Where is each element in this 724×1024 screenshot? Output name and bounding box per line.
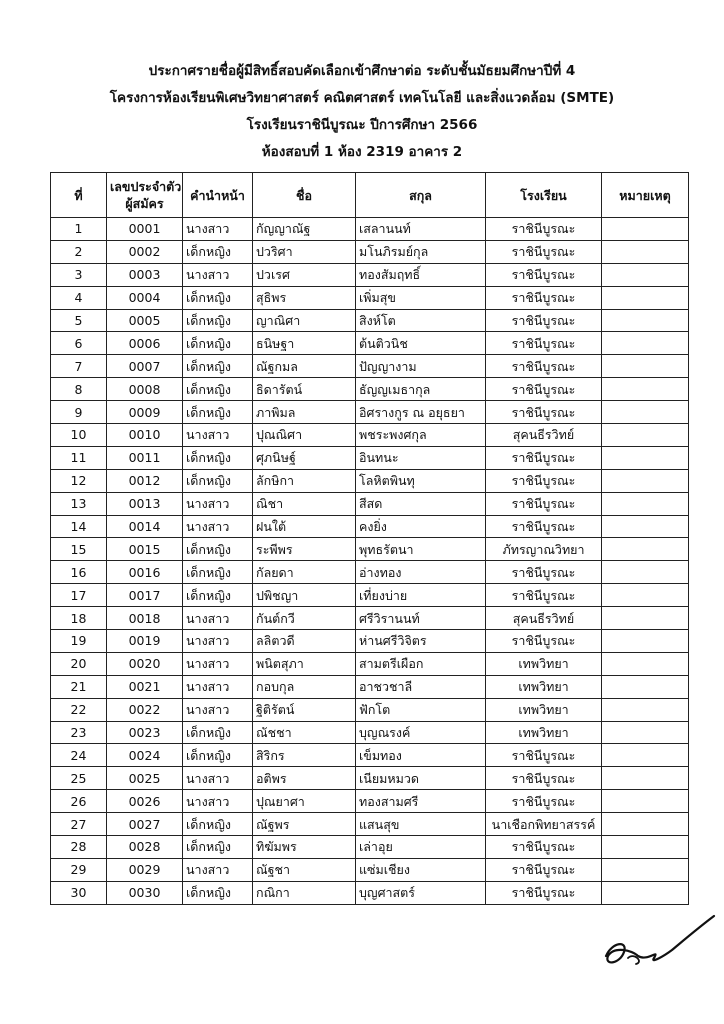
cell-last-name: แสนสุข bbox=[356, 813, 486, 836]
cell-remark bbox=[602, 630, 689, 653]
cell-applicant-id: 0003 bbox=[107, 263, 183, 286]
cell-no: 20 bbox=[51, 652, 107, 675]
table-row bbox=[51, 584, 689, 607]
col-header-title: คำนำหน้า bbox=[183, 173, 253, 218]
cell-last-name: สิงห์โต bbox=[356, 309, 486, 332]
cell-last-name: ทองสัมฤทธิ์ bbox=[356, 263, 486, 286]
table-row bbox=[51, 767, 689, 790]
cell-first-name: ฝนใต้ bbox=[253, 515, 356, 538]
cell-title: เด็กหญิง bbox=[183, 584, 253, 607]
cell-applicant-id: 0027 bbox=[107, 813, 183, 836]
cell-remark bbox=[602, 309, 689, 332]
table-row bbox=[51, 813, 689, 836]
cell-first-name: สุธิพร bbox=[253, 286, 356, 309]
table-row bbox=[51, 630, 689, 653]
cell-school: ราชินีบูรณะ bbox=[486, 401, 602, 424]
cell-remark bbox=[602, 378, 689, 401]
cell-applicant-id: 0025 bbox=[107, 767, 183, 790]
cell-title: นางสาว bbox=[183, 652, 253, 675]
cell-last-name: อ่างทอง bbox=[356, 561, 486, 584]
cell-title: เด็กหญิง bbox=[183, 286, 253, 309]
cell-remark bbox=[602, 469, 689, 492]
cell-first-name: ฐิติรัตน์ bbox=[253, 698, 356, 721]
cell-no: 30 bbox=[51, 881, 107, 904]
cell-last-name: อิศรางกูร ณ อยุธยา bbox=[356, 401, 486, 424]
cell-last-name: ธัญญเมธากุล bbox=[356, 378, 486, 401]
cell-remark bbox=[602, 836, 689, 859]
cell-title: เด็กหญิง bbox=[183, 378, 253, 401]
cell-applicant-id: 0011 bbox=[107, 446, 183, 469]
cell-first-name: ปพิชญา bbox=[253, 584, 356, 607]
cell-no: 19 bbox=[51, 630, 107, 653]
cell-first-name: ภาพิมล bbox=[253, 401, 356, 424]
cell-title: นางสาว bbox=[183, 492, 253, 515]
cell-last-name: พุทธรัตนา bbox=[356, 538, 486, 561]
table-row bbox=[51, 218, 689, 241]
cell-title: นางสาว bbox=[183, 790, 253, 813]
cell-applicant-id: 0018 bbox=[107, 607, 183, 630]
cell-last-name: สีสด bbox=[356, 492, 486, 515]
cell-no: 16 bbox=[51, 561, 107, 584]
cell-applicant-id: 0021 bbox=[107, 675, 183, 698]
cell-title: นางสาว bbox=[183, 515, 253, 538]
cell-last-name: ทองสามศรี bbox=[356, 790, 486, 813]
cell-first-name: ลักษิกา bbox=[253, 469, 356, 492]
col-header-last-name: สกุล bbox=[356, 173, 486, 218]
cell-remark bbox=[602, 515, 689, 538]
cell-applicant-id: 0020 bbox=[107, 652, 183, 675]
cell-no: 22 bbox=[51, 698, 107, 721]
cell-school: เทพวิทยา bbox=[486, 652, 602, 675]
cell-remark bbox=[602, 240, 689, 263]
col-header-no: ที่ bbox=[51, 173, 107, 218]
table-row bbox=[51, 515, 689, 538]
cell-remark bbox=[602, 286, 689, 309]
table-header-row bbox=[51, 173, 689, 218]
cell-title: นางสาว bbox=[183, 675, 253, 698]
cell-title: เด็กหญิง bbox=[183, 469, 253, 492]
cell-no: 18 bbox=[51, 607, 107, 630]
cell-school: ราชินีบูรณะ bbox=[486, 309, 602, 332]
cell-first-name: กันต์กวี bbox=[253, 607, 356, 630]
cell-remark bbox=[602, 790, 689, 813]
cell-last-name: ห่านศรีวิจิตร bbox=[356, 630, 486, 653]
table-row bbox=[51, 469, 689, 492]
cell-title: เด็กหญิง bbox=[183, 538, 253, 561]
table-row bbox=[51, 675, 689, 698]
table-row bbox=[51, 721, 689, 744]
table-row bbox=[51, 240, 689, 263]
cell-remark bbox=[602, 446, 689, 469]
col-header-applicant-id-line1: เลขประจำตัว bbox=[110, 179, 182, 194]
cell-no: 25 bbox=[51, 767, 107, 790]
cell-no: 9 bbox=[51, 401, 107, 424]
table-row bbox=[51, 836, 689, 859]
cell-school: สุคนธีรวิทย์ bbox=[486, 424, 602, 447]
cell-no: 11 bbox=[51, 446, 107, 469]
cell-no: 14 bbox=[51, 515, 107, 538]
cell-title: เด็กหญิง bbox=[183, 813, 253, 836]
cell-first-name: ลลิตวดี bbox=[253, 630, 356, 653]
program-name: โครงการห้องเรียนพิเศษวิทยาศาสตร์ คณิตศาสตร์ เทคโนโลยี และสิ่งแวดล้อม (SMTE) bbox=[109, 90, 615, 106]
cell-applicant-id: 0030 bbox=[107, 881, 183, 904]
table-body bbox=[51, 218, 689, 905]
cell-first-name: ธิดารัตน์ bbox=[253, 378, 356, 401]
cell-first-name: ญาณิศา bbox=[253, 309, 356, 332]
cell-no: 27 bbox=[51, 813, 107, 836]
school-and-year: โรงเรียนราชินีบูรณะ ปีการศึกษา 2566 bbox=[246, 117, 478, 133]
cell-no: 28 bbox=[51, 836, 107, 859]
cell-title: เด็กหญิง bbox=[183, 744, 253, 767]
cell-last-name: ต้นติวนิช bbox=[356, 332, 486, 355]
cell-school: ราชินีบูรณะ bbox=[486, 240, 602, 263]
cell-school: นาเชือกพิทยาสรรค์ bbox=[486, 813, 602, 836]
cell-last-name: บุญศาสตร์ bbox=[356, 881, 486, 904]
cell-no: 3 bbox=[51, 263, 107, 286]
table-row bbox=[51, 332, 689, 355]
cell-first-name: ณัฐชา bbox=[253, 858, 356, 881]
cell-title: เด็กหญิง bbox=[183, 332, 253, 355]
cell-last-name: อาชวชาลี bbox=[356, 675, 486, 698]
cell-school: ราชินีบูรณะ bbox=[486, 790, 602, 813]
cell-school: ราชินีบูรณะ bbox=[486, 767, 602, 790]
announcement-header bbox=[0, 58, 724, 166]
cell-applicant-id: 0015 bbox=[107, 538, 183, 561]
cell-last-name: ฟักโต bbox=[356, 698, 486, 721]
cell-first-name: กัญญาณัฐ bbox=[253, 218, 356, 241]
cell-last-name: เสลานนท์ bbox=[356, 218, 486, 241]
cell-last-name: ศรีวิรานนท์ bbox=[356, 607, 486, 630]
table-row bbox=[51, 561, 689, 584]
cell-no: 10 bbox=[51, 424, 107, 447]
col-header-first-name: ชื่อ bbox=[253, 173, 356, 218]
table-row bbox=[51, 309, 689, 332]
cell-title: นางสาว bbox=[183, 858, 253, 881]
cell-first-name: กัลยดา bbox=[253, 561, 356, 584]
cell-no: 24 bbox=[51, 744, 107, 767]
cell-title: นางสาว bbox=[183, 698, 253, 721]
cell-remark bbox=[602, 607, 689, 630]
table-row bbox=[51, 652, 689, 675]
cell-applicant-id: 0019 bbox=[107, 630, 183, 653]
cell-applicant-id: 0028 bbox=[107, 836, 183, 859]
col-header-remark: หมายเหตุ bbox=[602, 173, 689, 218]
cell-applicant-id: 0022 bbox=[107, 698, 183, 721]
cell-last-name: บุญณรงค์ bbox=[356, 721, 486, 744]
cell-applicant-id: 0024 bbox=[107, 744, 183, 767]
cell-school: ราชินีบูรณะ bbox=[486, 744, 602, 767]
cell-first-name: ปุณยาศา bbox=[253, 790, 356, 813]
cell-no: 7 bbox=[51, 355, 107, 378]
cell-title: เด็กหญิง bbox=[183, 309, 253, 332]
cell-first-name: ปวเรศ bbox=[253, 263, 356, 286]
signature bbox=[598, 912, 718, 972]
cell-school: เทพวิทยา bbox=[486, 721, 602, 744]
cell-school: เทพวิทยา bbox=[486, 675, 602, 698]
cell-no: 6 bbox=[51, 332, 107, 355]
cell-no: 2 bbox=[51, 240, 107, 263]
col-header-school: โรงเรียน bbox=[486, 173, 602, 218]
table-row bbox=[51, 286, 689, 309]
cell-applicant-id: 0016 bbox=[107, 561, 183, 584]
cell-last-name: เล่าอุย bbox=[356, 836, 486, 859]
cell-first-name: ปวริศา bbox=[253, 240, 356, 263]
table-row bbox=[51, 263, 689, 286]
cell-applicant-id: 0026 bbox=[107, 790, 183, 813]
cell-no: 13 bbox=[51, 492, 107, 515]
cell-remark bbox=[602, 218, 689, 241]
table-row bbox=[51, 858, 689, 881]
cell-first-name: ระพีพร bbox=[253, 538, 356, 561]
cell-school: สุคนธีรวิทย์ bbox=[486, 607, 602, 630]
cell-applicant-id: 0006 bbox=[107, 332, 183, 355]
cell-school: ราชินีบูรณะ bbox=[486, 355, 602, 378]
cell-last-name: เข็มทอง bbox=[356, 744, 486, 767]
exam-room: ห้องสอบที่ 1 ห้อง 2319 อาคาร 2 bbox=[261, 144, 463, 160]
cell-remark bbox=[602, 858, 689, 881]
cell-applicant-id: 0010 bbox=[107, 424, 183, 447]
table-row bbox=[51, 607, 689, 630]
cell-no: 26 bbox=[51, 790, 107, 813]
cell-first-name: ณัชชา bbox=[253, 721, 356, 744]
cell-applicant-id: 0001 bbox=[107, 218, 183, 241]
cell-last-name: เพิ่มสุข bbox=[356, 286, 486, 309]
announcement-title: ประกาศรายชื่อผู้มีสิทธิ์สอบคัดเลือกเข้าศึกษาต่อ ระดับชั้นมัธยมศึกษาปีที่ 4 bbox=[148, 63, 576, 79]
cell-remark bbox=[602, 767, 689, 790]
cell-school: ราชินีบูรณะ bbox=[486, 218, 602, 241]
cell-title: เด็กหญิง bbox=[183, 401, 253, 424]
cell-last-name: เที่ยงบ่าย bbox=[356, 584, 486, 607]
table-row bbox=[51, 538, 689, 561]
cell-no: 23 bbox=[51, 721, 107, 744]
cell-remark bbox=[602, 332, 689, 355]
cell-school: ราชินีบูรณะ bbox=[486, 263, 602, 286]
cell-applicant-id: 0023 bbox=[107, 721, 183, 744]
cell-remark bbox=[602, 698, 689, 721]
cell-school: ราชินีบูรณะ bbox=[486, 492, 602, 515]
cell-applicant-id: 0004 bbox=[107, 286, 183, 309]
cell-last-name: มโนภิรมย์กุล bbox=[356, 240, 486, 263]
cell-last-name: เนียมหมวด bbox=[356, 767, 486, 790]
cell-title: นางสาว bbox=[183, 218, 253, 241]
cell-applicant-id: 0009 bbox=[107, 401, 183, 424]
cell-first-name: กอบกุล bbox=[253, 675, 356, 698]
cell-last-name: อินทนะ bbox=[356, 446, 486, 469]
cell-applicant-id: 0008 bbox=[107, 378, 183, 401]
cell-remark bbox=[602, 538, 689, 561]
cell-title: เด็กหญิง bbox=[183, 721, 253, 744]
cell-no: 12 bbox=[51, 469, 107, 492]
cell-last-name: คงยิ่ง bbox=[356, 515, 486, 538]
cell-no: 8 bbox=[51, 378, 107, 401]
cell-no: 5 bbox=[51, 309, 107, 332]
cell-no: 29 bbox=[51, 858, 107, 881]
cell-remark bbox=[602, 744, 689, 767]
cell-no: 15 bbox=[51, 538, 107, 561]
cell-title: นางสาว bbox=[183, 630, 253, 653]
table-row bbox=[51, 378, 689, 401]
cell-school: ราชินีบูรณะ bbox=[486, 881, 602, 904]
cell-remark bbox=[602, 675, 689, 698]
cell-first-name: สิริกร bbox=[253, 744, 356, 767]
col-header-applicant-id-line2: ผู้สมัคร bbox=[125, 196, 164, 211]
cell-first-name: ณิชา bbox=[253, 492, 356, 515]
table-row bbox=[51, 881, 689, 904]
cell-remark bbox=[602, 813, 689, 836]
col-header-applicant-id bbox=[107, 173, 183, 218]
cell-school: เทพวิทยา bbox=[486, 698, 602, 721]
cell-last-name: สามตรีเผือก bbox=[356, 652, 486, 675]
cell-first-name: ศุภนิษฐ์ bbox=[253, 446, 356, 469]
cell-first-name: ปุณณิศา bbox=[253, 424, 356, 447]
cell-first-name: ธนิษฐา bbox=[253, 332, 356, 355]
cell-title: นางสาว bbox=[183, 607, 253, 630]
cell-applicant-id: 0002 bbox=[107, 240, 183, 263]
table-row bbox=[51, 698, 689, 721]
table-row bbox=[51, 744, 689, 767]
cell-remark bbox=[602, 492, 689, 515]
cell-applicant-id: 0005 bbox=[107, 309, 183, 332]
cell-no: 1 bbox=[51, 218, 107, 241]
cell-no: 21 bbox=[51, 675, 107, 698]
cell-remark bbox=[602, 881, 689, 904]
cell-school: ราชินีบูรณะ bbox=[486, 378, 602, 401]
cell-title: นางสาว bbox=[183, 767, 253, 790]
cell-first-name: อติพร bbox=[253, 767, 356, 790]
cell-applicant-id: 0017 bbox=[107, 584, 183, 607]
cell-school: ภัทรญาณวิทยา bbox=[486, 538, 602, 561]
cell-last-name: พชระพงศกุล bbox=[356, 424, 486, 447]
cell-title: เด็กหญิง bbox=[183, 240, 253, 263]
cell-first-name: พนิตสุภา bbox=[253, 652, 356, 675]
cell-remark bbox=[602, 721, 689, 744]
cell-last-name: โลหิตพินทุ bbox=[356, 469, 486, 492]
cell-remark bbox=[602, 355, 689, 378]
cell-applicant-id: 0012 bbox=[107, 469, 183, 492]
table-row bbox=[51, 424, 689, 447]
cell-applicant-id: 0007 bbox=[107, 355, 183, 378]
cell-last-name: ปัญญางาม bbox=[356, 355, 486, 378]
cell-title: เด็กหญิง bbox=[183, 881, 253, 904]
cell-no: 17 bbox=[51, 584, 107, 607]
cell-remark bbox=[602, 401, 689, 424]
cell-school: ราชินีบูรณะ bbox=[486, 561, 602, 584]
cell-remark bbox=[602, 263, 689, 286]
table-row bbox=[51, 401, 689, 424]
cell-school: ราชินีบูรณะ bbox=[486, 332, 602, 355]
cell-title: เด็กหญิง bbox=[183, 355, 253, 378]
cell-title: นางสาว bbox=[183, 424, 253, 447]
cell-applicant-id: 0029 bbox=[107, 858, 183, 881]
cell-first-name: ทิฆัมพร bbox=[253, 836, 356, 859]
table-row bbox=[51, 355, 689, 378]
cell-first-name: ณัฐกมล bbox=[253, 355, 356, 378]
cell-remark bbox=[602, 424, 689, 447]
cell-applicant-id: 0014 bbox=[107, 515, 183, 538]
table-row bbox=[51, 790, 689, 813]
cell-remark bbox=[602, 561, 689, 584]
cell-school: ราชินีบูรณะ bbox=[486, 630, 602, 653]
cell-remark bbox=[602, 652, 689, 675]
cell-school: ราชินีบูรณะ bbox=[486, 446, 602, 469]
cell-school: ราชินีบูรณะ bbox=[486, 515, 602, 538]
cell-title: นางสาว bbox=[183, 263, 253, 286]
applicant-table bbox=[50, 172, 689, 905]
cell-remark bbox=[602, 584, 689, 607]
cell-first-name: ณัฐพร bbox=[253, 813, 356, 836]
cell-no: 4 bbox=[51, 286, 107, 309]
cell-last-name: แซ่มเชียง bbox=[356, 858, 486, 881]
cell-title: เด็กหญิง bbox=[183, 561, 253, 584]
cell-school: ราชินีบูรณะ bbox=[486, 858, 602, 881]
cell-school: ราชินีบูรณะ bbox=[486, 286, 602, 309]
cell-title: เด็กหญิง bbox=[183, 446, 253, 469]
cell-first-name: กณิกา bbox=[253, 881, 356, 904]
cell-school: ราชินีบูรณะ bbox=[486, 584, 602, 607]
table-row bbox=[51, 492, 689, 515]
cell-school: ราชินีบูรณะ bbox=[486, 836, 602, 859]
cell-school: ราชินีบูรณะ bbox=[486, 469, 602, 492]
cell-applicant-id: 0013 bbox=[107, 492, 183, 515]
table-row bbox=[51, 446, 689, 469]
cell-title: เด็กหญิง bbox=[183, 836, 253, 859]
